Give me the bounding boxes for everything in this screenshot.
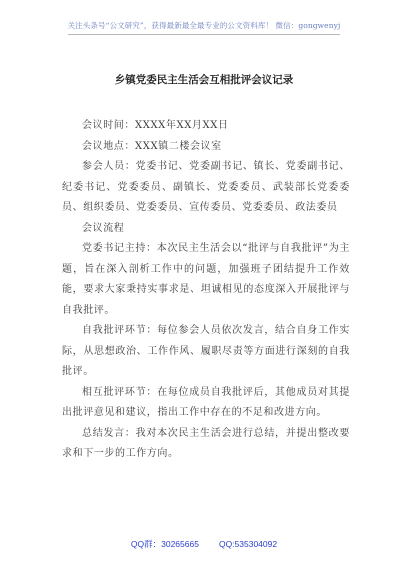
header-divider bbox=[68, 34, 340, 35]
footer-contact bbox=[0, 538, 408, 550]
process-heading: 会议流程 bbox=[82, 222, 125, 234]
meeting-place: 会议地点：XXX镇二楼会议室 bbox=[82, 140, 222, 152]
footer-qq-group: QQ群：30265665 bbox=[130, 539, 199, 549]
document-body bbox=[62, 116, 350, 465]
paragraph-summary: 总结发言：我对本次民主生活会进行总结，并提出整改要求和下一步的工作方向。 bbox=[62, 427, 350, 459]
document-title: 乡镇党委民主生活会互相批评会议记录 bbox=[114, 74, 294, 86]
paragraph-self-criticism: 自我批评环节：每位参会人员依次发言，结合自身工作实际，从思想政治、工作作风、履职尽责等方面进行深刻的自我批评。 bbox=[62, 325, 350, 377]
attendees: 参会人员：党委书记、党委副书记、镇长、党委副书记、纪委书记、党委委员、副镇长、党委委员、武装部长党委委员、组织委员、党委委员、宣传委员、党委委员、政法委员 bbox=[62, 161, 350, 213]
paragraph-chair-opening: 党委书记主持：本次民主生活会以“批评与自我批评”为主题，旨在深入剖析工作中的问题，加强班子团结提升工作效能，要求大家秉持实事求是、坦诚相见的态度深入开展批评与自我批评。 bbox=[62, 243, 350, 316]
footer-qq: QQ:535304092 bbox=[218, 539, 278, 549]
meeting-time: 会议时间：XXXX年XX月XX日 bbox=[82, 120, 229, 131]
paragraph-mutual-criticism: 相互批评环节：在每位成员自我批评后，其他成员对其提出批评意见和建议，指出工作中存在的不足和改进方向。 bbox=[62, 386, 350, 418]
header-banner: 关注头条号“公文研究”，获得最新最全最专业的公文资料库！ 微信：gongwenyj bbox=[67, 21, 341, 30]
